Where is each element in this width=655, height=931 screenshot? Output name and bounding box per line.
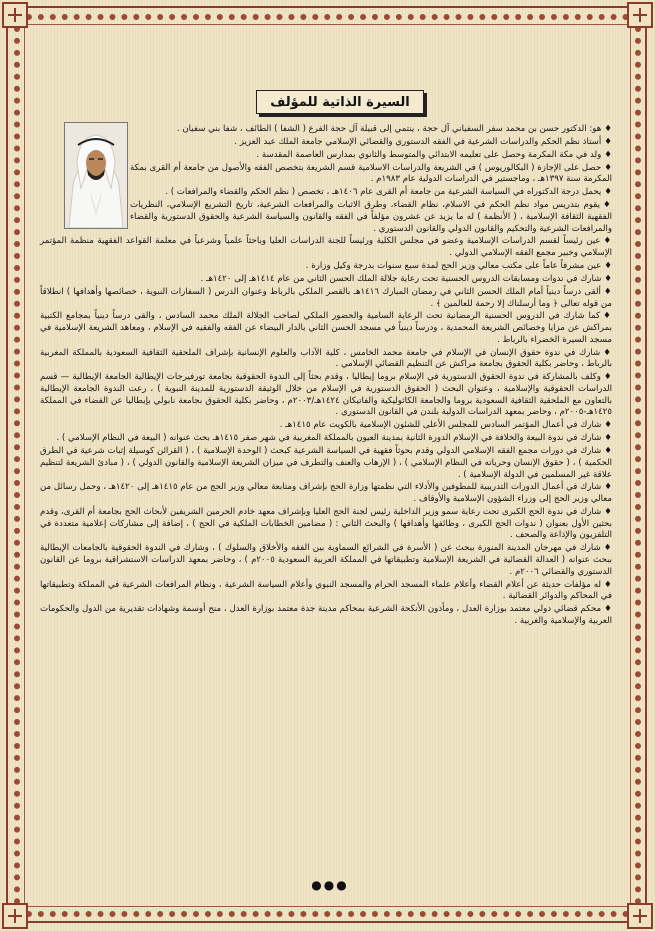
list-item: ♦شارك في دورات مجمع الفقه الإسلامي الدولي وقدم بحوثاً فقهية في السياسة الشرعية كبحث ( الوحدة الإسلامية ) ، ( القرائن كوسيلة إثبات شرعية في الطرق الحكمية ) ، ( حقوق الإنسان وحرياته في النظام الإسلامي ) ، ( الإرهاب والعنف والتطرف في ميزان الشريعة الإسلامية والقانون الدولي ) ، ( مبادئ الشريعة لتنظيم علاقة غير المسلمين في الدولة الإسلامية ) . bbox=[40, 446, 612, 480]
list-item: ♦وكلف بالمشاركة في ندوة الحقوق الدستورية في الإسلام بروما إيطاليا ، وقدم بحثاً إلى الندوة الحقوقية بجامعة تورفيرجات الإيطالية الجامعة الإيطالية — قسم الدراسات الحقوقية والإسلامية ، وعنوان البحث ( الحقوق الدستورية في الإسلام من خلال الوثيقة الدستورية للمدينة النبوية ) ، رعت الندوة الجامعة الإيطالية بالتعاون مع الملحقية الثقافية السعودية بروما والجامعة الكاثوليكية والفاتيكان ١٤٢٤هـ/٢٠٠٣م ، وحاضر بكلية الحقوق بجامعة نابولي بإيطاليا عن القضاء في المملكة ١٤٢٥هـ-٢٠٠٥م ، وحاضر بمعهد الدراسات الدولية بلندن في القانون الدستوري . bbox=[40, 372, 612, 418]
list-item: ♦عين مشرفاً عاماً على مكتب معالي وزير الحج لمدة سبع سنوات بدرجة وكيل وزارة . bbox=[305, 261, 612, 272]
list-item: ♦حصل على الإجازة ( البكالوريوس ) في الشريعة والدراسات الاسلامية قسم الشريعة بتخصص الفقه والأصول من جامعة أم القرى بمكة المكرمة سنة ١٣٩٧هـ ، وماجستير في الدراسات الدولية عام ١٩٨٣م . bbox=[130, 162, 612, 185]
photo-spacer bbox=[40, 124, 130, 232]
corner-ornament-icon bbox=[2, 903, 28, 929]
list-item: ♦ولد في مكة المكرمة وحصل على تعليمه الابتدائي والمتوسط والثانوي بمدارس العاصمة المقدسة . bbox=[256, 149, 612, 160]
list-item: ♦يقوم بتدريس مواد نظم الحكم في الاسلام، نظام القضاء، وطرق الاثبات والمرافعات الشرعية، تاريخ التشريع الإسلامي، النظريات الفقهية الثقافة الإسلامية ، ( الأنظمة ) له ما يزيد عن عشرون مؤلفاً في الفقه والقانون والسياسة الشرعية والحقوق الدستورية والقضاء والمرافعات الشرعية والتحكيم والقانون الدولي والقانون الدستوري . bbox=[130, 200, 612, 234]
list-item: ♦شارك في ندوة حقوق الإنسان في الإسلام في جامعة محمد الخامس ، كلية الآداب والعلوم الإنسانية بإشراف الملحقية الثقافية السعودية بالمملكة المغربية بالرباط ، وحاضر بكلية الحقوق بجامعة مراكش عن التنظيم القضائي الإسلامي . bbox=[40, 347, 612, 370]
biography-body bbox=[40, 124, 612, 894]
list-item: ♦ألقى درساً دينياً أمام الملك الحسن الثاني في رمضان المبارك ١٤١٦هـ بالقصر الملكي بالرباط وعنوان الدرس ( السفارات النبوية ، خصائصها وأهدافها ) انطلاقاً من قوله تعالى ﴿ وما أرسلناك إلا رحمة للعالمين ﴾ . bbox=[40, 286, 612, 309]
list-item: ♦شارك في ندوات ومسابقات الدروس الحسنية تحت رعاية جلالة الملك الحسن الثاني من عام ١٤١٤هـ إلى ١٤٢٠هـ . bbox=[200, 273, 612, 284]
list-item: ♦كما شارك في الدروس الحسنية الرمضانية تحت الرعاية السامية والحضور الملكي لصاحب الجلالة الملك محمد السادس ، والقى درساً دينياً بمجامع الكتبية بمراكش عن مزايا وخصائص الشريعة المحمدية ، ودرساً دينياً في مسجد الحسن الثاني بالدار البيضاء عن الفقه والفقيه في الإسلام ، ومعاهد الشريعة الإسلامية في مسجد السيرة الخضراء بالرباط . bbox=[40, 311, 612, 345]
list-item: ♦يحمل درجة الدكتوراه في السياسة الشرعية من جامعة أم القرى عام ١٤٠٦هـ ، تخصص ( نظم الحكم والقضاء والمرافعات ) . bbox=[165, 187, 612, 198]
list-item: ♦له مؤلفات حديثة عن أعلام القضاء وأعلام علماء المسجد الحرام والمسجد النبوي وأعلام السياسة الشرعية ، ونظام المرافعات الشرعية في المملكة وتطبيقاتها في المحاكم والدوائر القضائية . bbox=[40, 579, 612, 602]
corner-ornament-icon bbox=[627, 2, 653, 28]
list-item: ♦شارك في ندوة البيعة والخلافة في الإسلام الدورة الثانية بمدينة العيون بالمملكة المغربية في شهر صفر ١٤١٥هـ بحث عنوانه ( البيعة في النظام الإسلامي ) . bbox=[56, 433, 612, 444]
list-item: ♦هو: الدكتور حسن بن محمد سفر السفياني آل حجة ، ينتمي إلى قبيلة آل حجة الفرع ( الشفا ) الطائف ، شفا بني سفيان . bbox=[176, 124, 612, 134]
list-item: ♦أستاذ نظم الحكم والدراسات الشرعية في الفقه الدستوري والقضائي الإسلامي جامعة الملك عبد العزيز . bbox=[234, 136, 612, 147]
list-item: ♦شارك في ندوة الحج الكبرى تحت رعاية سمو وزير الداخلية رئيس لجنة الحج العليا وبإشراف معهد خادم الحرمين الشريفين لأبحاث الحج بجامعة أم القرى، وقدم بحثين الأول بعنوان ( ندوات الحج الكبرى ، وظائفها وأهدافها ) والبحث الثاني : ( مضامين الخطابات الملكية في الحج ) ، إضافة إلى مشاركات إعلامية متعددة في التلفزيون والإذاعة والصحف . bbox=[40, 506, 612, 541]
list-item: ♦محكم قضائي دولي معتمد بوزارة العدل ، ومأذون الأنكحة الشرعية بمحاكم مدينة جدة معتمد بوزارة العدل ، منح أوسمة وشهادات تقديرية من الدول والحكومات العربية والإسلامية والغربية . bbox=[40, 604, 612, 626]
list-item: ♦شارك في أعمال المؤتمر السادس للمجلس الأعلى للشئون الإسلامية بالكويت عام ١٤١٥هـ . bbox=[279, 420, 612, 431]
corner-ornament-icon bbox=[627, 903, 653, 929]
list-item: ♦شارك في مهرجان المدينة المنورة ببحث عن ( الأسرة في الشرائع السماوية بين الفقه والأخلاق والسلوك ) ، وشارك في الندوة الحقوقية بالجامعات الإيطالية ببحث عنوانه ( العدالة القضائية في الشريعة الإسلامية وتطبيقاتها في المملكة العربية السعودية ٢٠٠٥م ) ، وحاضر بمعهد الدراسات الاستشراقية بروما عن القانون الدستوري والقضائي ٢٠٠٦م . bbox=[40, 543, 612, 577]
page-title: السيرة الذاتية للمؤلف bbox=[256, 90, 424, 114]
corner-ornament-icon bbox=[2, 2, 28, 28]
end-ornament: ●●● bbox=[311, 878, 349, 892]
list-item: ♦عين رئيساً لقسم الدراسات الإسلامية وعضو في مجلس الكلية ورئيساً للجنة الدراسات العليا وباحثاً علمياً وشرعياً في معلمة القواعد الفقهية منظمة المؤتمر الإسلامي وخبير مجمع الفقه الإسلامي الدولي . bbox=[40, 236, 612, 259]
list-item: ♦شارك في أعمال الدورات التدريبية للمطوفين والأدلاء التي نظمتها وزارة الحج بإشراف ومتابعة معالي وزير الحج من عام ١٤١٥هـ إلى ١٤٢٠هـ ، وحمل رسائل من معالي وزير الحج إلى وزراء الشؤون الإسلامية والأوقاف . bbox=[40, 482, 612, 505]
